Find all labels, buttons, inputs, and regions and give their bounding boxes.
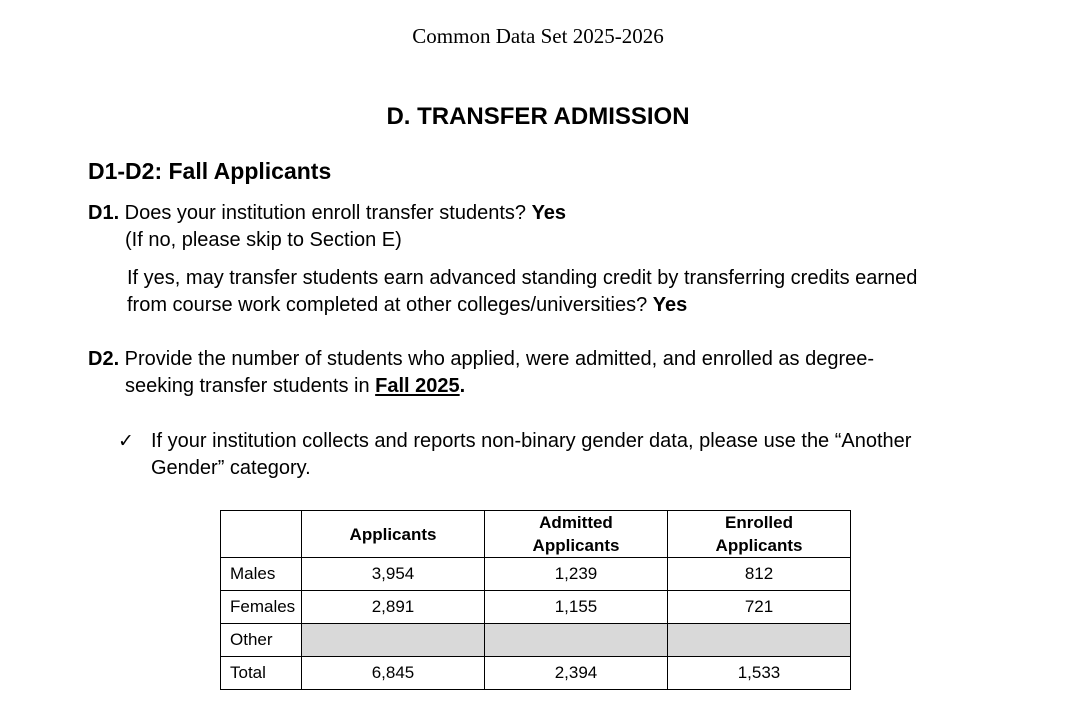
question-d1-text: Does your institution enroll transfer students? bbox=[119, 202, 532, 224]
document-header: Common Data Set 2025-2026 bbox=[412, 24, 664, 48]
question-d1 bbox=[88, 200, 566, 227]
table-row-other bbox=[221, 624, 851, 657]
cell-admitted: 1,155 bbox=[485, 591, 668, 624]
row-label: Males bbox=[221, 558, 302, 591]
cell-applicants: 3,954 bbox=[302, 558, 485, 591]
header-admitted bbox=[485, 511, 668, 558]
cell-admitted: 2,394 bbox=[485, 657, 668, 690]
question-d2-line-2 bbox=[125, 373, 465, 400]
header-blank-cell bbox=[221, 511, 302, 558]
cell-enrolled-shaded bbox=[668, 624, 851, 657]
cell-applicants: 2,891 bbox=[302, 591, 485, 624]
header-enrolled-line-2: Applicants bbox=[715, 536, 803, 555]
cell-enrolled: 1,533 bbox=[668, 657, 851, 690]
cell-applicants-shaded bbox=[302, 624, 485, 657]
question-d2-line-1: Provide the number of students who applied, were admitted, and enrolled as degree- bbox=[119, 348, 875, 370]
cell-admitted: 1,239 bbox=[485, 558, 668, 591]
question-d1-followup bbox=[127, 265, 917, 319]
table-row-females bbox=[221, 591, 851, 624]
question-d1-note: (If no, please skip to Section E) bbox=[125, 229, 402, 251]
subsection-title: D1-D2: Fall Applicants bbox=[88, 158, 332, 184]
header-applicants: Applicants bbox=[302, 511, 485, 558]
table-row-males bbox=[221, 558, 851, 591]
followup-answer: Yes bbox=[652, 294, 688, 316]
checkmark-icon: ✓ bbox=[118, 430, 134, 452]
table-row-total bbox=[221, 657, 851, 690]
followup-line-2: from course work completed at other colleges/universities? bbox=[127, 294, 653, 316]
question-d2-prefix: seeking transfer students in bbox=[125, 375, 376, 397]
transfer-applicants-table bbox=[220, 510, 851, 690]
cell-enrolled: 812 bbox=[668, 558, 851, 591]
row-label: Other bbox=[221, 624, 302, 657]
row-label: Total bbox=[221, 657, 302, 690]
instruction-line-2: Gender” category. bbox=[151, 457, 311, 479]
header-enrolled-line-1: Enrolled bbox=[724, 513, 793, 532]
question-d2 bbox=[88, 346, 874, 373]
section-title: D. TRANSFER ADMISSION bbox=[386, 103, 690, 130]
question-d1-label: D1. bbox=[88, 202, 120, 224]
row-label: Females bbox=[221, 591, 302, 624]
question-d2-term: Fall 2025 bbox=[375, 375, 460, 397]
cell-applicants: 6,845 bbox=[302, 657, 485, 690]
question-d2-suffix: . bbox=[459, 375, 466, 397]
cell-admitted-shaded bbox=[485, 624, 668, 657]
instruction-line-1: If your institution collects and reports non-binary gender data, please use the “Another bbox=[151, 430, 912, 452]
header-admitted-line-1: Admitted bbox=[539, 513, 613, 532]
question-d1-answer: Yes bbox=[531, 202, 567, 224]
header-admitted-line-2: Applicants bbox=[532, 536, 620, 555]
cell-enrolled: 721 bbox=[668, 591, 851, 624]
table-header-row bbox=[221, 511, 851, 558]
header-enrolled bbox=[668, 511, 851, 558]
question-d2-label: D2. bbox=[88, 348, 120, 370]
followup-line-1: If yes, may transfer students earn advanced standing credit by transferring credits earned bbox=[127, 267, 918, 289]
